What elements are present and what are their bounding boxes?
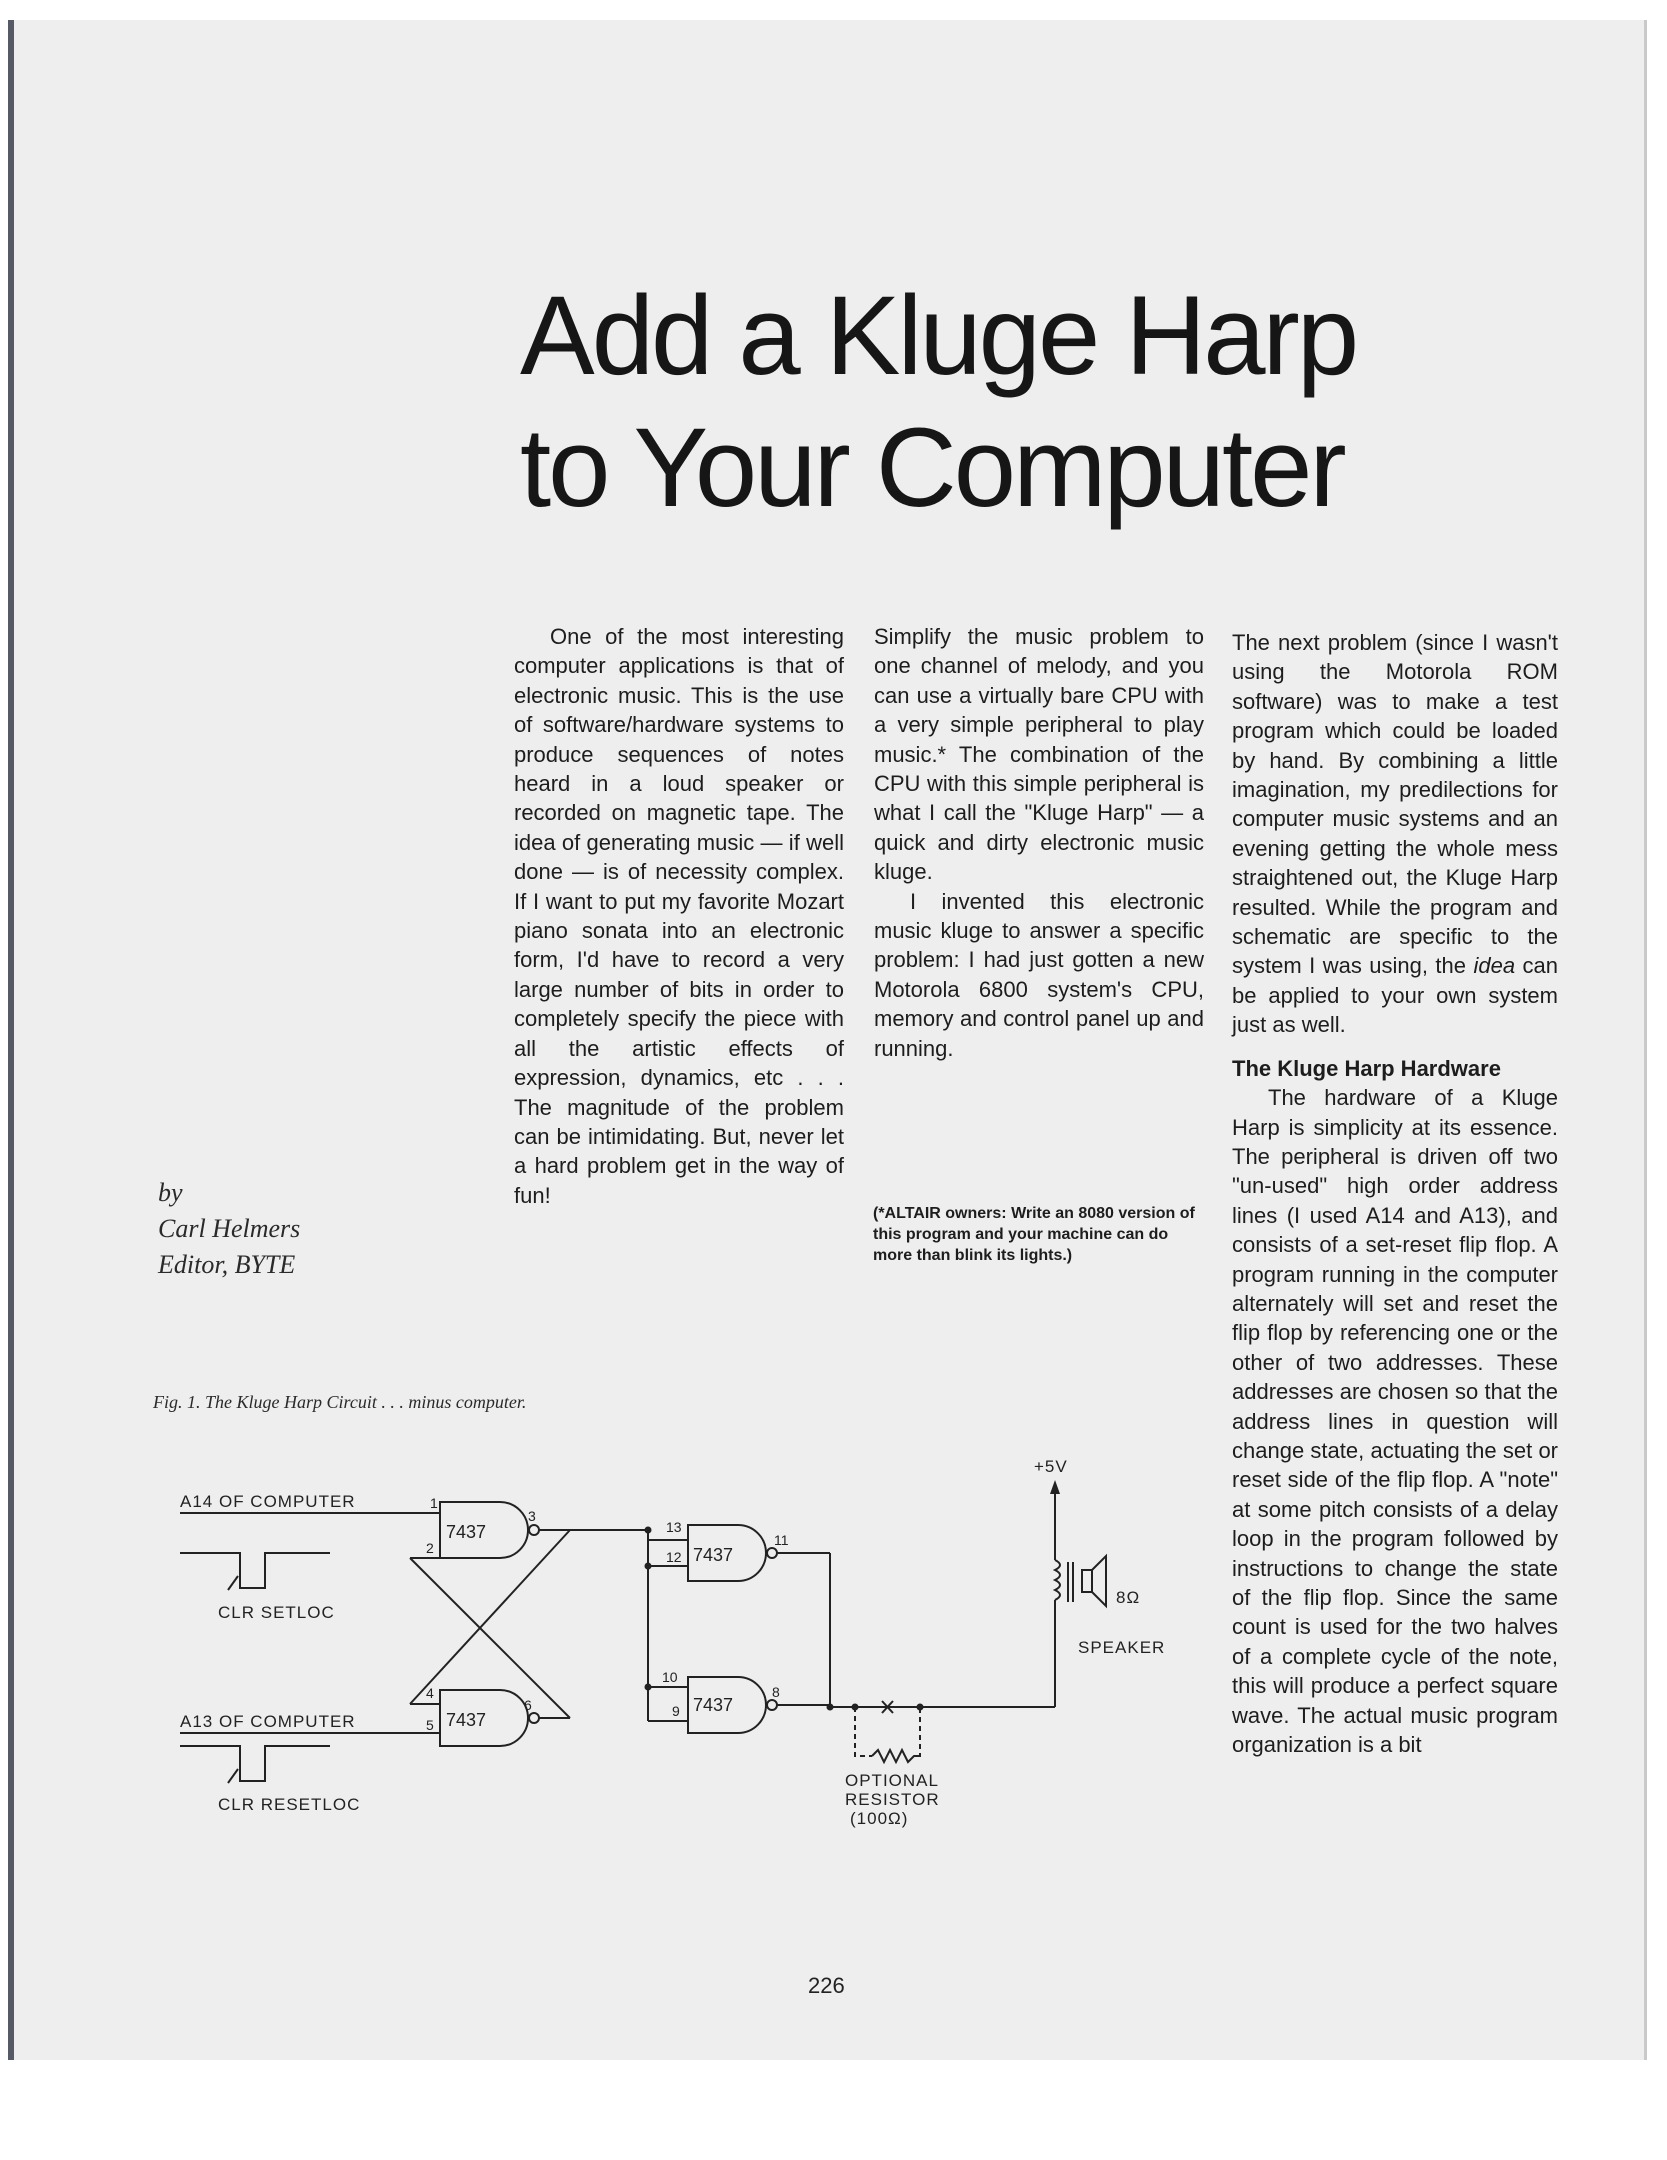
pin-4: 4 bbox=[426, 1685, 434, 1701]
pin-3: 3 bbox=[528, 1508, 536, 1524]
column-2-paragraph-2: I invented this electronic music kluge to answer a specific problem: I had just gotten a new Motorola 6800 system's CPU, memory and control panel up and running. bbox=[874, 888, 1204, 1061]
supply-label: +5V bbox=[1034, 1457, 1068, 1476]
idea-emphasis: idea bbox=[1473, 953, 1516, 979]
resetloc-arrow bbox=[228, 1769, 238, 1783]
pin-11: 11 bbox=[774, 1532, 789, 1548]
column-3-paragraph-2: The hardware of a Kluge Harp is simplicity at its essence. The peripheral is driven off two "un-used" high order address lines (I used A14 and A13), and consists of a set-reset flip flop. A program running in the computer alternately will set and reset the flip flop by referencing one or the other of two addresses. These addresses are chosen so that the address lines in question will change state, actuating the set or reset side of the flip flop. A "note" at some pitch consists of a delay loop in the program followed by instructions to change the state of the flip flop. Since the same count is used for the two halves of a complete cycle of the note, this will produce a perfect square wave. The actual music program organization is a bit bbox=[1232, 1085, 1558, 1758]
a13-label: A13 OF COMPUTER bbox=[180, 1712, 356, 1731]
title-line-1: Add a Kluge Harp bbox=[520, 273, 1357, 398]
resistor-label-1: OPTIONAL bbox=[845, 1771, 939, 1790]
setloc-arrow bbox=[228, 1576, 238, 1590]
chip-label-1: 7437 bbox=[446, 1522, 487, 1542]
chip-label-3: 7437 bbox=[693, 1545, 734, 1565]
gate-2-bubble bbox=[529, 1713, 539, 1723]
hardware-subhead: The Kluge Harp Hardware bbox=[1232, 1055, 1501, 1081]
paragraph-1-text-b: can be applied to your own system just as well. bbox=[1232, 953, 1558, 1038]
speaker-label: SPEAKER bbox=[1078, 1638, 1166, 1657]
column-1-paragraph: One of the most interesting computer applications is that of electronic music. This is the use of software/hardware systems to produce sequences of notes heard in a loud speaker or recorded on magnetic tape. The idea of generating music — if well done — is of necessity complex. If I want to put my favorite Mozart piano sonata into an electronic form, I'd have to record a very large number of bits in order to completely specify the piece with all the artistic effects of expression, dynamics, etc . . . The magnitude of the problem can be intimidating. But, never let a hard problem get in the way of fun! bbox=[514, 624, 844, 1208]
pin-2: 2 bbox=[426, 1540, 434, 1556]
clr-setloc-label: CLR SETLOC bbox=[218, 1603, 335, 1622]
clr-resetloc-label: CLR RESETLOC bbox=[218, 1795, 361, 1814]
byline-author: Carl Helmers bbox=[158, 1214, 301, 1243]
pin-8: 8 bbox=[772, 1684, 780, 1700]
pin-5: 5 bbox=[426, 1717, 434, 1733]
column-2-paragraph-1: Simplify the music problem to one channel of melody, and you can use a virtually bare CPU with a very simple peripheral to play music.* The combination of the CPU with this simple peripheral is what I call the "Kluge Harp" — a quick and dirty electronic music kluge. bbox=[874, 624, 1204, 885]
gate-1-bubble bbox=[529, 1525, 539, 1535]
optional-resistor bbox=[872, 1750, 918, 1762]
chip-label-2: 7437 bbox=[446, 1710, 487, 1730]
pin-6: 6 bbox=[524, 1697, 532, 1713]
byline-by: by bbox=[158, 1178, 183, 1207]
paragraph-1-text-a: The next problem (since I wasn't using the Motorola ROM software) was to make a test program which could be loaded by hand. By combining a little imagination, my predilections for computer music systems and an evening getting the whole mess straightened out, the Kluge Harp resulted. While the program and schematic are specific to the system I was using, the bbox=[1232, 630, 1558, 979]
gate-3-bubble bbox=[767, 1548, 777, 1558]
speaker-coil bbox=[1055, 1560, 1060, 1600]
pin-9: 9 bbox=[672, 1703, 680, 1719]
pin-12: 12 bbox=[666, 1549, 682, 1565]
setloc-pulse bbox=[180, 1553, 330, 1588]
altair-footnote: (*ALTAIR owners: Write an 8080 version of this program and your machine can do more than blink its lights.) bbox=[873, 1205, 1195, 1264]
gate-4-bubble bbox=[767, 1700, 777, 1710]
resetloc-pulse bbox=[180, 1746, 330, 1781]
speaker-body bbox=[1082, 1570, 1092, 1592]
speaker-ohms-label: 8Ω bbox=[1116, 1588, 1141, 1607]
resistor-label-2: RESISTOR bbox=[845, 1790, 940, 1809]
pin-13: 13 bbox=[666, 1519, 682, 1535]
chip-label-4: 7437 bbox=[693, 1695, 734, 1715]
byline-role: Editor, BYTE bbox=[158, 1250, 296, 1279]
pin-10: 10 bbox=[662, 1669, 678, 1685]
title-line-2: to Your Computer bbox=[520, 405, 1344, 530]
page-number: 226 bbox=[808, 1973, 845, 1998]
pin-1: 1 bbox=[430, 1495, 438, 1511]
resistor-label-3: (100Ω) bbox=[850, 1809, 909, 1828]
a14-label: A14 OF COMPUTER bbox=[180, 1492, 356, 1511]
speaker-cone bbox=[1092, 1556, 1106, 1606]
figure-caption: Fig. 1. The Kluge Harp Circuit . . . minus computer. bbox=[153, 1392, 527, 1412]
supply-arrow bbox=[1050, 1480, 1060, 1494]
